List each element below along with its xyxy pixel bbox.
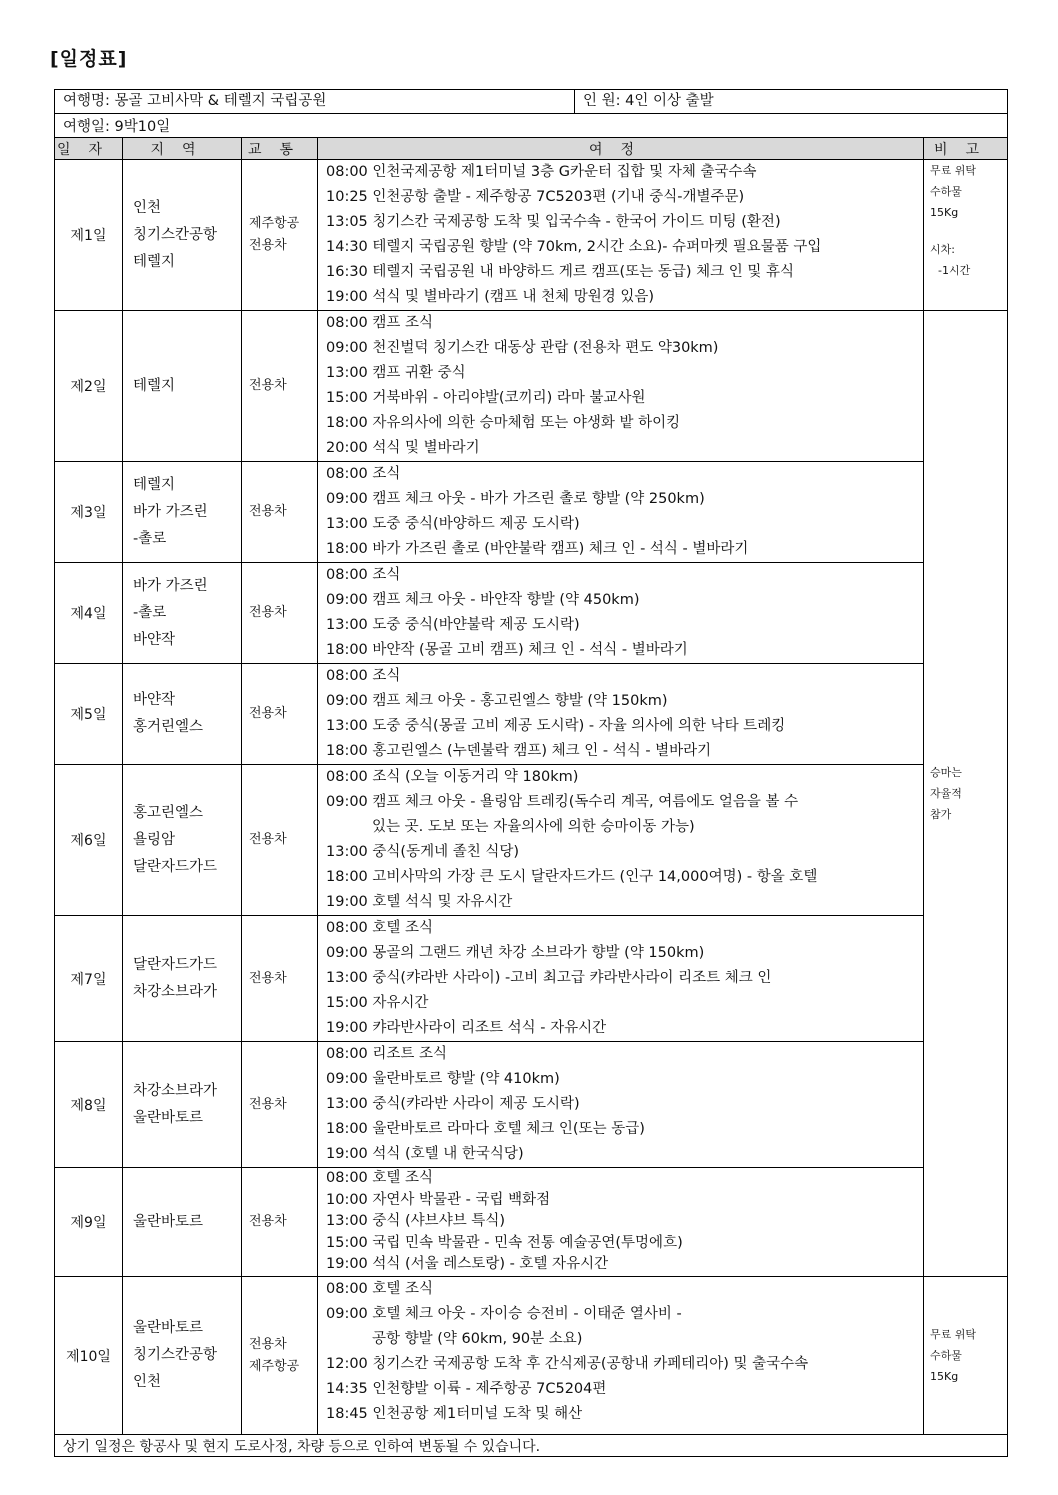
itinerary-line: 13:00 중식(동게네 졸친 식당) <box>326 844 519 860</box>
column-header: 여정 <box>318 138 924 160</box>
region-name: 테렐지 <box>133 253 176 270</box>
day-label: 제8일 <box>55 1042 123 1168</box>
day-label: 제10일 <box>55 1277 123 1435</box>
region-name: 차강소브라가 <box>133 983 218 1000</box>
day-label: 제5일 <box>55 664 123 765</box>
itinerary-line: 09:00 캠프 체크 아웃 - 욜링암 트레킹(독수리 계곡, 여름에도 얼음을 볼 수 <box>326 794 799 810</box>
column-header: 비고 <box>924 138 1008 160</box>
region-name: 바얀작 <box>133 692 176 708</box>
region-name: 홍거린엘스 <box>133 719 204 735</box>
region-name: 칭기스칸공항 <box>133 226 218 243</box>
remark-line: 15Kg <box>930 206 959 219</box>
region-cell <box>123 664 242 765</box>
region-cell <box>123 1168 242 1277</box>
itinerary-line: 09:00 호텔 체크 아웃 - 자이승 승전비 - 이태준 열사비 - <box>326 1306 682 1322</box>
transport-mode: 전용차 <box>249 504 287 519</box>
itinerary-cell <box>318 160 924 311</box>
itinerary-line: 15:00 국립 민속 박물관 - 민속 전통 예술공연(투멍에흐) <box>326 1234 683 1251</box>
itinerary-line: 09:00 캠프 체크 아웃 - 바가 가즈린 촐로 향발 (약 250km) <box>326 491 705 507</box>
itinerary-line: 08:00 호텔 조식 <box>326 1281 434 1297</box>
itinerary-line: 19:00 호텔 석식 및 자유시간 <box>326 894 513 910</box>
day-row <box>55 1042 1008 1168</box>
day-row <box>55 916 1008 1042</box>
itinerary-line: 13:00 중식 (샤브샤브 특식) <box>326 1213 505 1229</box>
itinerary-line: 16:30 테렐지 국립공원 내 바양하드 게르 캠프(또는 동급) 체크 인 및 휴식 <box>326 264 794 280</box>
day-label: 제3일 <box>55 462 123 563</box>
itinerary-line: 09:00 천진벌덕 칭기스칸 대동상 관람 (전용차 편도 약30km) <box>326 340 719 356</box>
trip-people-text: 인 원: 4인 이상 출발 <box>583 93 714 109</box>
itinerary-line: 08:00 조식 <box>326 567 401 583</box>
region-name: 울란바토르 <box>133 1213 204 1230</box>
itinerary-cell <box>318 765 924 916</box>
region-name: 칭기스칸공항 <box>133 1347 218 1363</box>
day-row <box>55 1168 1008 1277</box>
transport-mode: 전용차 <box>249 1336 287 1352</box>
region-name: -촐로 <box>133 604 167 621</box>
region-name: 인천 <box>133 1374 162 1390</box>
itinerary-line: 08:00 호텔 조식 <box>326 920 434 936</box>
region-name: 울란바토르 <box>133 1320 204 1336</box>
itinerary-line: 09:00 울란바토르 향발 (약 410km) <box>326 1071 560 1087</box>
itinerary-cell <box>318 1042 924 1168</box>
itinerary-cell <box>318 462 924 563</box>
column-header: 지역 <box>123 138 242 160</box>
itinerary-line: 08:00 조식 <box>326 668 401 684</box>
region-name: 차강소브라가 <box>133 1082 218 1099</box>
transport-cell <box>242 765 318 916</box>
itinerary-line: 18:00 바가 가즈린 촐로 (바얀불락 캠프) 체크 인 - 석식 - 별바라기 <box>326 541 749 557</box>
day-label: 제6일 <box>55 765 123 916</box>
transport-mode: 전용차 <box>249 970 287 986</box>
day-label: 제4일 <box>55 563 123 664</box>
remark-line: -1시간 <box>938 264 971 277</box>
itinerary-line: 14:35 인천향발 이륙 - 제주항공 7C5204편 <box>326 1381 607 1397</box>
transport-mode: 전용차 <box>249 238 287 253</box>
transport-cell <box>242 1277 318 1435</box>
region-name: 테렐지 <box>133 476 176 493</box>
transport-mode: 제주항공 <box>249 1358 300 1374</box>
region-cell <box>123 160 242 311</box>
transport-mode: 전용차 <box>249 1096 287 1112</box>
region-name: 바가 가즈린 <box>133 577 208 594</box>
region-name: 홍고린엘스 <box>133 804 204 821</box>
remark-line: 시차: <box>930 243 955 256</box>
region-cell <box>123 311 242 462</box>
transport-cell <box>242 916 318 1042</box>
itinerary-line: 18:45 인천공항 제1터미널 도착 및 해산 <box>326 1406 583 1422</box>
column-header: 교통 <box>242 138 318 160</box>
itinerary-line: 13:00 도중 중식(바양하드 제공 도시락) <box>326 516 580 532</box>
day-row <box>55 563 1008 664</box>
itinerary-line: 08:00 조식 <box>326 466 401 482</box>
itinerary-line: 13:00 중식(캬라반 사라이) -고비 최고급 캬라반사라이 리조트 체크 인 <box>326 970 772 986</box>
itinerary-line: 있는 곳. 도보 또는 자율의사에 의한 승마이동 가능) <box>372 819 695 835</box>
itinerary-cell <box>318 664 924 765</box>
transport-mode: 전용차 <box>249 378 287 393</box>
transport-cell <box>242 1168 318 1277</box>
day-label: 제9일 <box>55 1168 123 1277</box>
trip-info-row <box>55 90 1008 114</box>
day-row <box>55 462 1008 563</box>
itinerary-line: 08:00 호텔 조식 <box>326 1170 434 1186</box>
itinerary-cell <box>318 563 924 664</box>
transport-mode: 전용차 <box>249 1214 287 1229</box>
itinerary-line: 15:00 거북바위 - 아리야발(코끼리) 라마 불교사원 <box>326 390 646 406</box>
trip-name <box>55 90 1008 114</box>
itinerary-line: 10:00 자연사 박물관 - 국립 백화점 <box>326 1191 551 1208</box>
region-cell <box>123 462 242 563</box>
remark-line <box>930 223 1007 239</box>
trip-name-text: 여행명: 몽골 고비사막 & 테렐지 국립공원 <box>55 90 575 113</box>
remark-line: 수하물 <box>930 185 962 198</box>
day-label: 제1일 <box>55 160 123 311</box>
itinerary-cell <box>318 311 924 462</box>
itinerary-cell <box>318 1168 924 1277</box>
transport-mode: 전용차 <box>249 832 287 847</box>
transport-cell <box>242 664 318 765</box>
day-row <box>55 765 1008 916</box>
remark-line: 자율적 <box>930 787 962 800</box>
transport-cell <box>242 1042 318 1168</box>
remark-line: 무료 위탁 <box>930 1328 977 1341</box>
transport-cell <box>242 311 318 462</box>
transport-cell <box>242 462 318 563</box>
itinerary-line: 13:00 중식(캬라반 사라이 제공 도시락) <box>326 1096 580 1112</box>
trip-period: 여행일: 9박10일 <box>55 114 1008 138</box>
itinerary-line: 08:00 조식 (오늘 이동거리 약 180km) <box>326 769 579 785</box>
remark-line: 수하물 <box>930 1349 962 1362</box>
itinerary-line: 19:00 석식 (호텔 내 한국식당) <box>326 1146 524 1162</box>
day-row <box>55 160 1008 311</box>
itinerary-cell <box>318 916 924 1042</box>
day-row <box>55 311 1008 462</box>
itinerary-line: 15:00 자유시간 <box>326 995 429 1011</box>
region-cell <box>123 1042 242 1168</box>
itinerary-line: 13:00 도중 중식(몽골 고비 제공 도시락) - 자율 의사에 의한 낙타 트레킹 <box>326 718 786 734</box>
column-header: 일자 <box>55 138 123 160</box>
footer-row <box>55 1435 1008 1457</box>
itinerary-line: 18:00 바얀작 (몽골 고비 캠프) 체크 인 - 석식 - 별바라기 <box>326 642 688 658</box>
region-name: 테렐지 <box>133 377 176 394</box>
itinerary-line: 18:00 고비사막의 가장 큰 도시 달란자드가드 (인구 14,000여명) - 항올 호텔 <box>326 869 818 885</box>
itinerary-line: 19:00 석식 및 별바라기 (캠프 내 천체 망원경 있음) <box>326 289 655 305</box>
transport-mode: 전용차 <box>249 605 287 620</box>
itinerary-line: 08:00 캠프 조식 <box>326 315 434 331</box>
itinerary-line: 공항 향발 (약 60km, 90분 소요) <box>372 1331 583 1347</box>
day-label: 제2일 <box>55 311 123 462</box>
region-name: 인천 <box>133 199 162 216</box>
remark-line: 승마는 <box>930 766 962 779</box>
itinerary-line: 13:00 캠프 귀환 중식 <box>326 365 466 381</box>
region-name: 욜링암 <box>133 831 176 848</box>
transport-mode: 제주항공 <box>249 216 300 231</box>
itinerary-line: 13:00 도중 중식(바얀불락 제공 도시락) <box>326 617 580 633</box>
itinerary-line: 12:00 칭기스칸 국제공항 도착 후 간식제공(공항내 카페테리아) 및 출국수속 <box>326 1356 809 1372</box>
itinerary-line: 18:00 울란바토르 라마다 호텔 체크 인(또는 동급) <box>326 1121 645 1137</box>
remark-line: 무료 위탁 <box>930 164 977 177</box>
itinerary-line: 19:00 석식 (서울 레스토랑) - 호텔 자유시간 <box>326 1256 609 1272</box>
itinerary-line: 08:00 리조트 조식 <box>326 1046 448 1062</box>
itinerary-line: 09:00 캠프 체크 아웃 - 홍고린엘스 향발 (약 150km) <box>326 693 668 709</box>
itinerary-line: 08:00 인천국제공항 제1터미널 3층 G카운터 집합 및 자체 출국수속 <box>326 164 757 180</box>
day-row <box>55 664 1008 765</box>
region-name: 바얀작 <box>133 631 176 648</box>
region-cell <box>123 916 242 1042</box>
region-name: 달란자드가드 <box>133 956 218 973</box>
itinerary-line: 13:05 칭기스칸 국제공항 도착 및 입국수속 - 한국어 가이드 미팅 (환전) <box>326 214 781 230</box>
day-label: 제7일 <box>55 916 123 1042</box>
itinerary-line: 18:00 홍고린엘스 (누덴불락 캠프) 체크 인 - 석식 - 별바라기 <box>326 743 712 759</box>
remarks-cell <box>924 160 1008 311</box>
itinerary-line: 14:30 테렐지 국립공원 향발 (약 70km, 2시간 소요)- 슈퍼마켓 필요물품 구입 <box>326 239 822 255</box>
remarks-cell <box>924 1277 1008 1435</box>
header-row <box>55 138 1008 160</box>
trip-period-row <box>55 114 1008 138</box>
remark-line: 15Kg <box>930 1370 959 1383</box>
transport-cell <box>242 160 318 311</box>
remarks-cell <box>924 311 1008 1277</box>
page-title: [일정표] <box>50 48 128 70</box>
itinerary-line: 20:00 석식 및 별바라기 <box>326 440 480 456</box>
itinerary-line: 09:00 몽골의 그랜드 캐년 차강 소브라가 향발 (약 150km) <box>326 945 705 961</box>
region-cell <box>123 1277 242 1435</box>
itinerary-line: 10:25 인천공항 출발 - 제주항공 7C5203편 (기내 중식-개별주문) <box>326 189 745 205</box>
region-cell <box>123 765 242 916</box>
transport-mode: 전용차 <box>249 706 287 721</box>
remark-line: 참가 <box>930 808 952 821</box>
region-name: -촐로 <box>133 530 167 547</box>
region-name: 울란바토르 <box>133 1109 204 1126</box>
region-name: 바가 가즈린 <box>133 503 208 520</box>
transport-cell <box>242 563 318 664</box>
region-cell <box>123 563 242 664</box>
schedule-table <box>54 89 1008 1457</box>
itinerary-line: 09:00 캠프 체크 아웃 - 바얀작 향발 (약 450km) <box>326 592 640 608</box>
itinerary-line: 19:00 캬라반사라이 리조트 석식 - 자유시간 <box>326 1020 607 1036</box>
itinerary-cell <box>318 1277 924 1435</box>
footer-note: 상기 일정은 항공사 및 현지 도로사정, 차량 등으로 인하여 변동될 수 있습니다. <box>55 1435 1008 1457</box>
day-row <box>55 1277 1008 1435</box>
region-name: 달란자드가드 <box>133 858 218 875</box>
itinerary-line: 18:00 자유의사에 의한 승마체험 또는 야생화 밭 하이킹 <box>326 415 681 431</box>
